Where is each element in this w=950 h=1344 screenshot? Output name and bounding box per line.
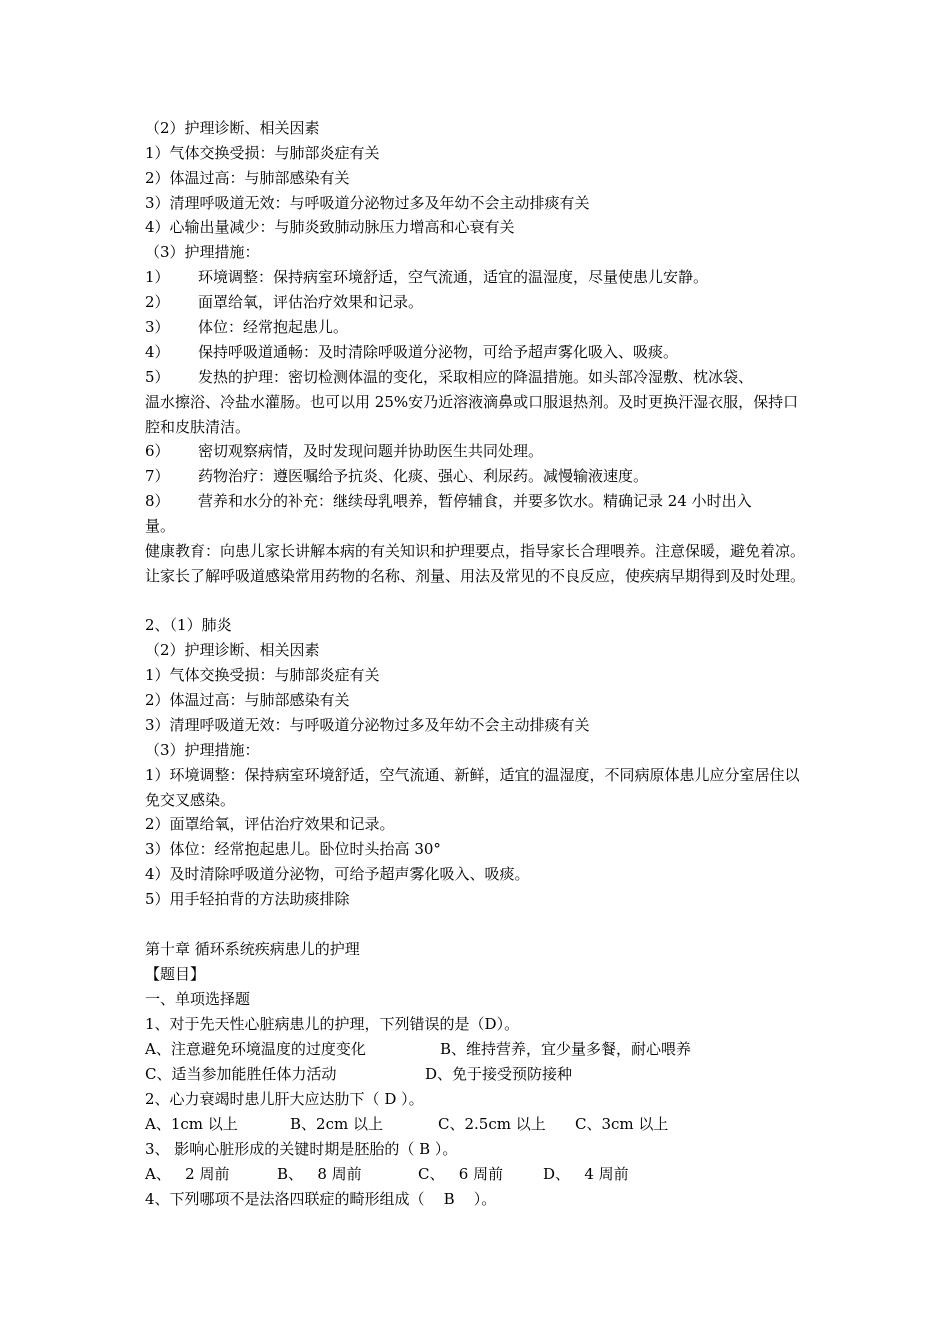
diag-item: 3）清理呼吸道无效：与呼吸道分泌物过多及年幼不会主动排痰有关: [145, 194, 590, 212]
question: 4、下列哪项不是法洛四联症的畸形组成（ B ）。: [145, 1190, 497, 1208]
measures-title: （3）护理措施：: [145, 741, 260, 759]
diag-item: 4）心输出量减少：与肺炎致肺动脉压力增高和心衰有关: [145, 218, 515, 236]
question: 3、 影响心脏形成的关键时期是胚胎的（ B ）。: [145, 1140, 458, 1158]
question: 1、对于先天性心脏病患儿的护理，下列错误的是（D）。: [145, 1015, 520, 1033]
measure-text: 营养和水分的补充：继续母乳喂养，暂停辅食，并要多饮水。精确记录 24 小时出入: [198, 492, 752, 510]
option: A、注意避免环境温度的过度变化: [145, 1040, 366, 1058]
measure-item: 3）体位：经常抱起患儿。卧位时头抬高 30°: [145, 840, 441, 858]
option: D、 4 周前: [543, 1165, 629, 1183]
option: C、 6 周前: [418, 1165, 504, 1183]
measure-text: 密切观察病情，及时发现问题并协助医生共同处理。: [198, 442, 544, 460]
diag-item: 3）清理呼吸道无效：与呼吸道分泌物过多及年幼不会主动排痰有关: [145, 716, 590, 734]
option: C、2.5cm 以上: [438, 1115, 546, 1133]
option: C、适当参加能胜任体力活动: [145, 1065, 337, 1083]
chapter-title: 第十章 循环系统疾病患儿的护理: [145, 940, 360, 958]
option: D、免于接受预防接种: [425, 1065, 573, 1083]
option: B、2cm 以上: [290, 1115, 383, 1133]
measure-text: 保持呼吸道通畅：及时清除呼吸道分泌物，可给予超声雾化吸入、吸痰。: [198, 343, 679, 361]
measure-number: 6）: [145, 442, 170, 460]
diag-title: （2）护理诊断、相关因素: [145, 119, 320, 137]
measure-number: 2）: [145, 293, 170, 311]
option: B、维持营养，宜少量多餐，耐心喂养: [440, 1040, 692, 1058]
measure-item: 1）环境调整：保持病室环境舒适，空气流通、新鲜，适宜的温湿度，不同病原体患儿应分室居住以免交叉感染。: [145, 766, 800, 809]
health-education: 健康教育：向患儿家长讲解本病的有关知识和护理要点，指导家长合理喂养。注意保暖，避免着凉。让家长了解呼吸道感染常用药物的名称、剂量、用法及常见的不良反应，使疾病早期得到及时处理。: [145, 542, 806, 585]
measure-number: 4）: [145, 343, 170, 361]
measure-item: 4）及时清除呼吸道分泌物，可给予超声雾化吸入、吸痰。: [145, 865, 530, 883]
question: 2、心力衰竭时患儿肝大应达肋下（ D ）。: [145, 1090, 424, 1108]
measure-item: 5）用手轻拍背的方法助痰排除: [145, 890, 350, 908]
measure-number: 7）: [145, 467, 170, 485]
option: B、 8 周前: [277, 1165, 362, 1183]
measures-title: （3）护理措施：: [145, 243, 260, 261]
measure-number: 1）: [145, 268, 170, 286]
measure-text: 面罩给氧，评估治疗效果和记录。: [198, 293, 424, 311]
diag-item: 1）气体交换受损：与肺部炎症有关: [145, 144, 380, 162]
measure-text: 药物治疗：遵医嘱给予抗炎、化痰、强心、利尿药。减慢输液速度。: [198, 467, 649, 485]
option: A、 2 周前: [145, 1165, 230, 1183]
option: A、1cm 以上: [145, 1115, 238, 1133]
diag-item: 1）气体交换受损：与肺部炎症有关: [145, 666, 380, 684]
measure-number: 8）: [145, 492, 170, 510]
diag-item: 2）体温过高：与肺部感染有关: [145, 169, 350, 187]
measure-continuation: 温水擦浴、冷盐水灌肠。也可以用 25%安乃近溶液滴鼻或口服退热剂。及时更换汗湿衣服，保持口腔和皮肤清洁。: [145, 393, 799, 436]
measure-item: 2）面罩给氧，评估治疗效果和记录。: [145, 815, 395, 833]
measure-text: 发热的护理：密切检测体温的变化，采取相应的降温措施。如头部冷湿敷、枕冰袋、: [198, 368, 754, 386]
section-title: 2、（1）肺炎: [145, 616, 232, 634]
measure-number: 5）: [145, 368, 170, 386]
measure-text: 环境调整：保持病室环境舒适，空气流通，适宜的温湿度，尽量使患儿安静。: [198, 268, 709, 286]
measure-text: 体位：经常抱起患儿。: [198, 318, 349, 336]
measure-continuation: 量。: [145, 517, 176, 535]
chapter-tag: 【题目】: [145, 965, 206, 983]
part-title: 一、单项选择题: [145, 990, 251, 1008]
diag-title: （2）护理诊断、相关因素: [145, 641, 320, 659]
option: C、3cm 以上: [575, 1115, 669, 1133]
diag-item: 2）体温过高：与肺部感染有关: [145, 691, 350, 709]
measure-number: 3）: [145, 318, 170, 336]
